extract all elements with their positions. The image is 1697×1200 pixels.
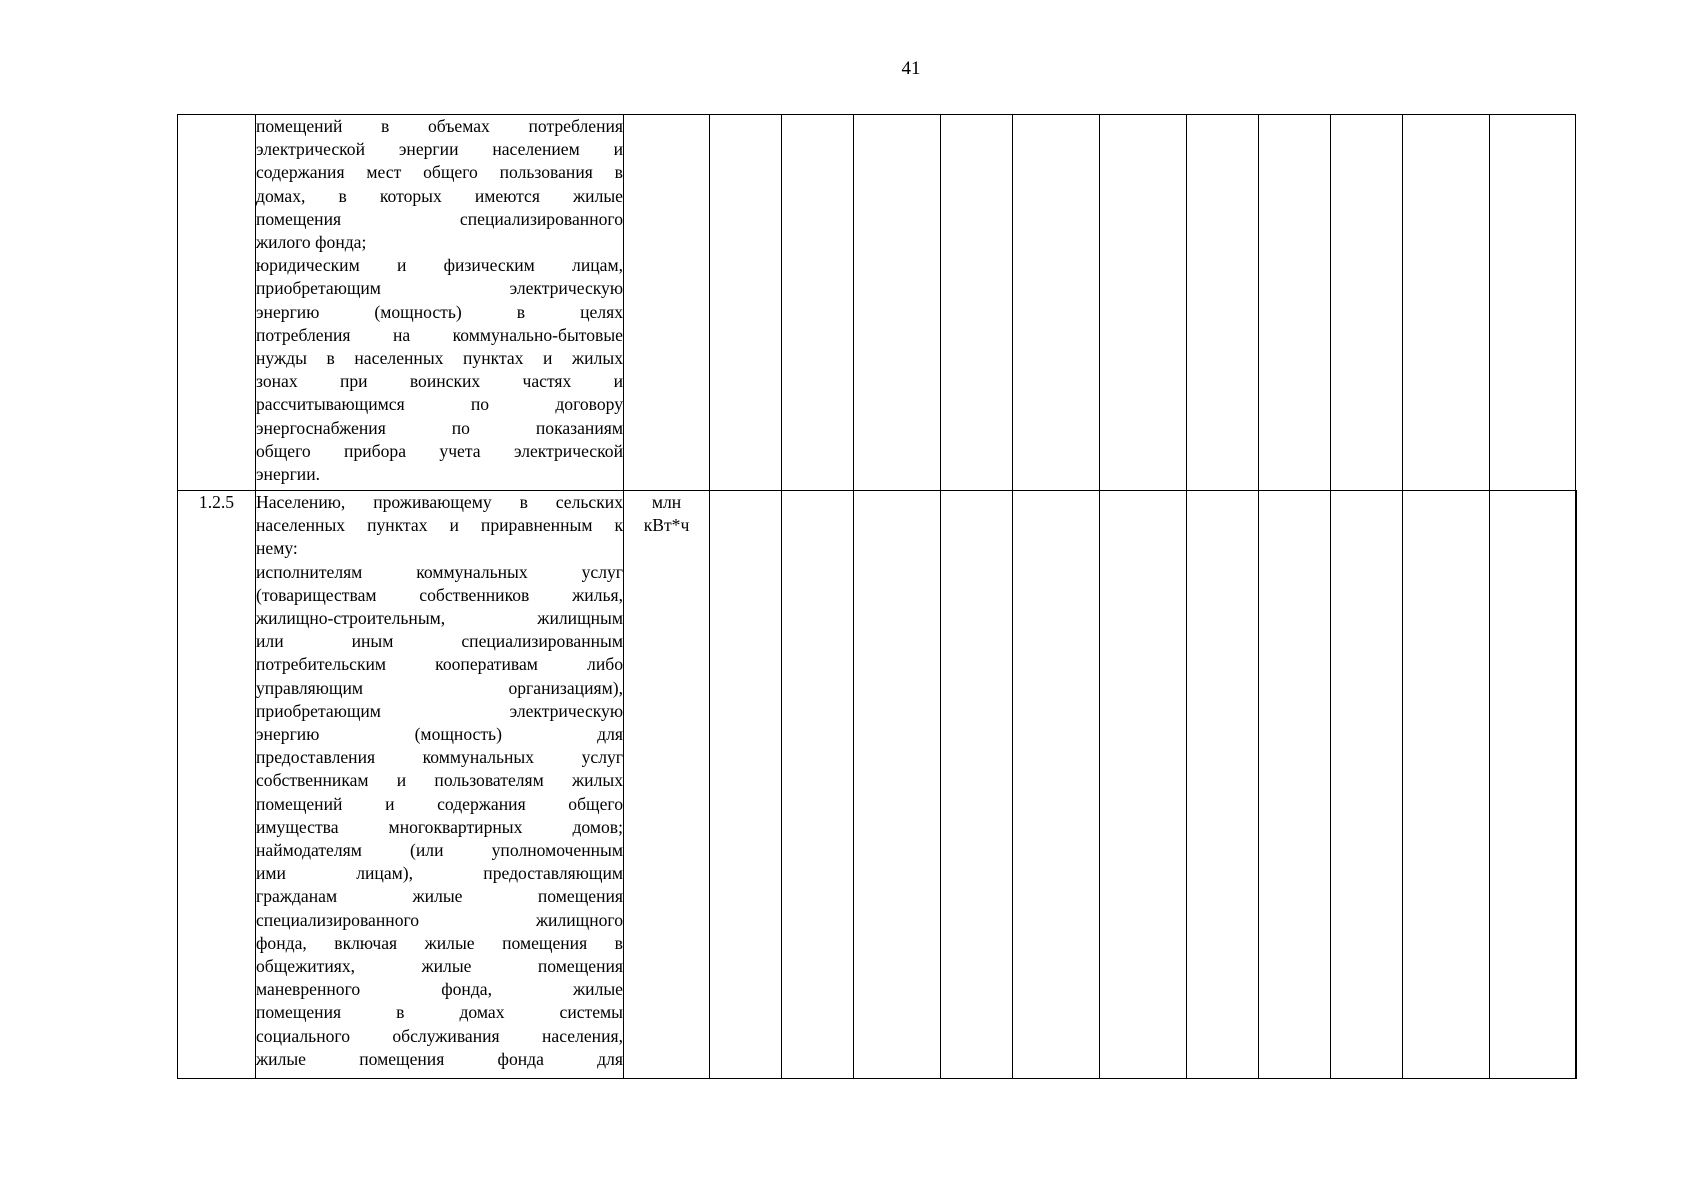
row-number-cell <box>178 115 256 491</box>
description-line: домах, в которых имеются жилые <box>256 185 623 206</box>
description-line: содержания мест общего пользования в <box>256 162 623 183</box>
row-description-cell <box>256 115 624 491</box>
description-line: жилые помещения фонда для <box>256 1048 623 1069</box>
description-line: нему: <box>256 538 298 559</box>
value-cell <box>1259 115 1331 491</box>
row-number-cell: 1.2.5 <box>178 491 256 1079</box>
value-cell <box>1013 115 1100 491</box>
description-line: помещения специализированного <box>256 208 623 229</box>
description-line: жилого фонда; <box>256 232 367 253</box>
description-line: фонда, включая жилые помещения в <box>256 932 623 953</box>
description-line: общего прибора учета электрической <box>256 440 623 461</box>
description-line: помещений и содержания общего <box>256 793 623 814</box>
description-line: предоставления коммунальных услуг <box>256 747 623 768</box>
description-line: энергию (мощность) для <box>256 724 623 745</box>
description-line: энергии. <box>256 464 321 485</box>
description-line: рассчитывающимся по договору <box>256 394 623 415</box>
description-line: потребления на коммунально-бытовые <box>256 324 623 345</box>
description-line: собственникам и пользователям жилых <box>256 770 623 791</box>
description-line: Населению, проживающему в сельских <box>256 492 623 512</box>
value-cell <box>1403 115 1490 491</box>
value-cell <box>710 491 782 1079</box>
description-line: энергоснабжения по показаниям <box>256 417 623 438</box>
description-line: помещений в объемах потребления <box>256 116 623 136</box>
table-row <box>178 115 1577 491</box>
unit-line: млн <box>651 492 682 512</box>
description-line: маневренного фонда, жилые <box>256 979 623 1000</box>
description-line: приобретающим электрическую <box>256 278 623 299</box>
description-line: ими лицам), предоставляющим <box>256 863 623 884</box>
description-line: исполнителям коммунальных услуг <box>256 561 623 582</box>
value-cell <box>1100 115 1187 491</box>
description-line: наймодателям (или уполномоченным <box>256 840 623 861</box>
description-line: приобретающим электрическую <box>256 700 623 721</box>
value-cell <box>1576 491 1577 1079</box>
description-line: имущества многоквартирных домов; <box>256 816 623 837</box>
description-line: специализированного жилищного <box>256 909 623 930</box>
value-cell <box>1259 491 1331 1079</box>
description-line: общежитиях, жилые помещения <box>256 956 623 977</box>
description-line: потребительским кооперативам либо <box>256 654 623 675</box>
description-line: нужды в населенных пунктах и жилых <box>256 348 623 369</box>
value-cell <box>854 491 941 1079</box>
row-description-cell <box>256 491 624 1079</box>
description-line: электрической энергии населением и <box>256 139 623 160</box>
value-cell <box>941 115 1013 491</box>
value-cell <box>1100 491 1187 1079</box>
description-line: энергию (мощность) в целях <box>256 301 623 322</box>
unit-cell <box>624 115 710 491</box>
description-line: населенных пунктах и приравненным к <box>256 515 623 536</box>
value-cell <box>1403 491 1490 1079</box>
description-line: социального обслуживания населения, <box>256 1025 623 1046</box>
value-cell <box>1331 491 1403 1079</box>
description-line: гражданам жилые помещения <box>256 886 623 907</box>
description-line: или иным специализированным <box>256 631 623 652</box>
value-cell <box>1490 491 1576 1079</box>
value-cell <box>1331 115 1403 491</box>
value-cell <box>1187 115 1259 491</box>
description-line: жилищно-строительным, жилищным <box>256 608 623 629</box>
unit-cell <box>624 491 710 1079</box>
table-row <box>178 491 1577 1079</box>
description-line: юридическим и физическим лицам, <box>256 255 623 276</box>
value-cell <box>782 115 854 491</box>
value-cell <box>1013 491 1100 1079</box>
description-line: управляющим организациям), <box>256 677 623 698</box>
value-cell <box>1187 491 1259 1079</box>
value-cell <box>782 491 854 1079</box>
description-line: помещения в домах системы <box>256 1002 623 1023</box>
value-cell <box>1490 115 1576 491</box>
table-body <box>178 115 1577 1079</box>
value-cell <box>854 115 941 491</box>
page-number: 41 <box>901 58 921 79</box>
value-cell <box>710 115 782 491</box>
value-cell <box>941 491 1013 1079</box>
unit-line: кВт*ч <box>643 515 690 536</box>
description-line: (товариществам собственников жилья, <box>256 584 623 605</box>
description-line: зонах при воинских частях и <box>256 371 623 392</box>
data-table <box>177 114 1577 1079</box>
